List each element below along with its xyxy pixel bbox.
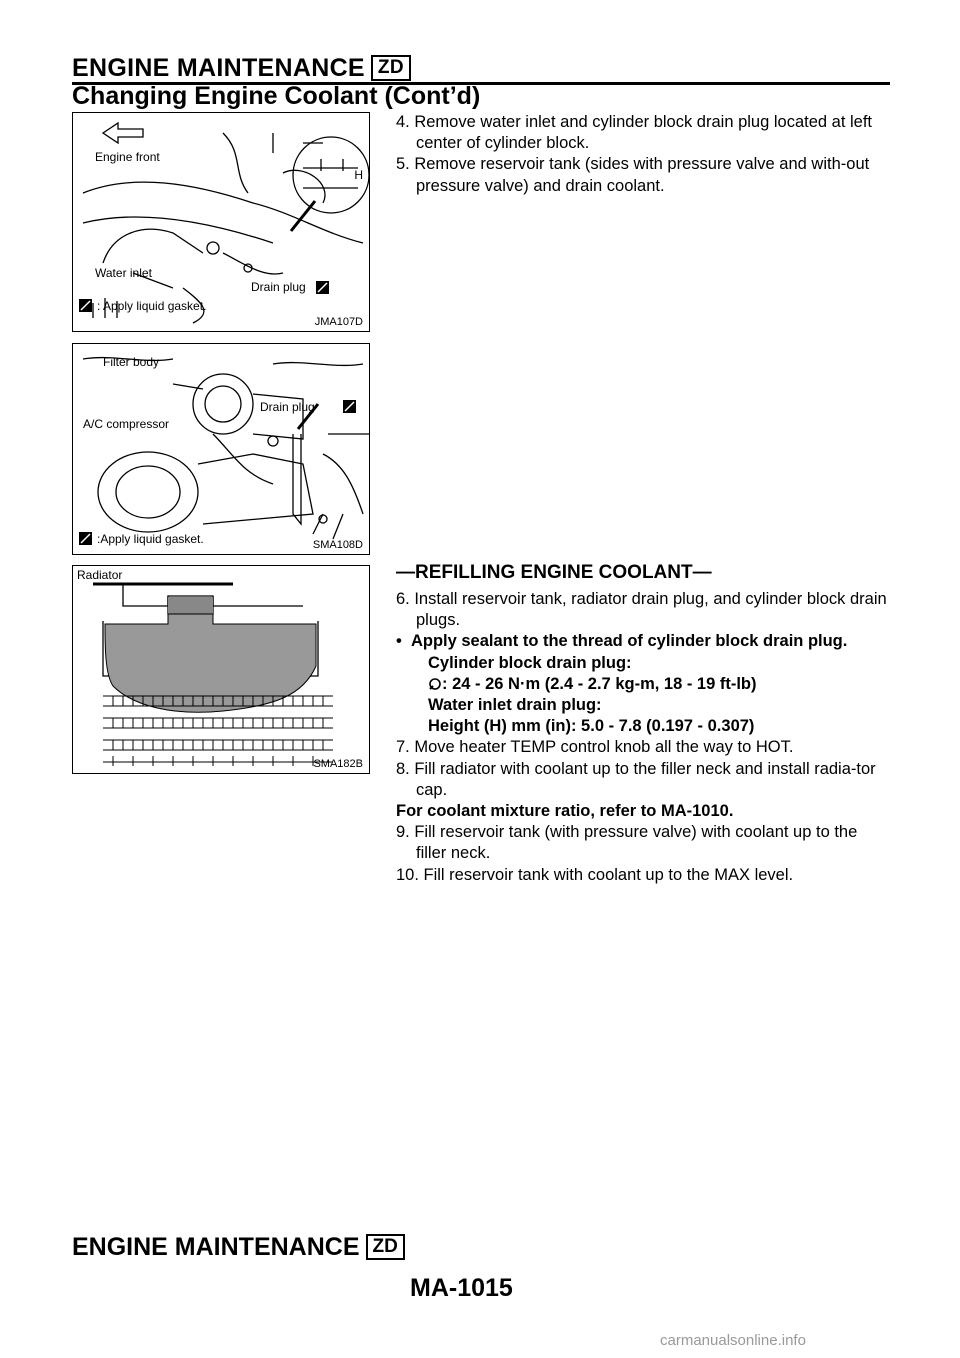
label-filter-body: Filter body — [103, 355, 160, 369]
spec-water-inlet-value: Height (H) mm (in): 5.0 - 7.8 (0.197 - 0.307) — [428, 717, 755, 736]
legend-liquid-gasket: :Apply liquid gasket. — [97, 532, 204, 546]
watermark: carmanualsonline.info — [660, 1332, 806, 1349]
bullet-symbol: • — [396, 632, 402, 651]
sealant-note — [396, 631, 892, 652]
section-subtitle: Changing Engine Coolant (Cont’d) — [72, 82, 481, 110]
page-footer-title — [72, 1233, 405, 1262]
step-10: 10. Fill reservoir tank with coolant up to the MAX level. — [396, 865, 794, 884]
step-6: 6. Install reservoir tank, radiator drain plug, and cylinder block drain plugs. — [396, 590, 887, 630]
label-engine-front: Engine front — [95, 150, 160, 164]
label-drain-plug: Drain plug — [260, 400, 315, 414]
legend-liquid-gasket: : Apply liquid gasket. — [97, 299, 207, 313]
label-h-mark: H — [354, 168, 363, 182]
steps-drain-section — [396, 112, 892, 197]
label-drain-plug: Drain plug — [251, 280, 306, 294]
steps-refill-section — [396, 589, 892, 886]
step-7: 7. Move heater TEMP control knob all the way to HOT. — [396, 738, 794, 757]
figure-water-inlet — [72, 112, 370, 332]
torque-wrench-icon — [428, 677, 442, 691]
step-9: 9. Fill reservoir tank (with pressure valve) with coolant up to the filler neck. — [396, 823, 858, 863]
label-water-inlet: Water inlet — [95, 266, 152, 280]
page-number: MA-1015 — [410, 1274, 513, 1302]
step-4: 4. Remove water inlet and cylinder block drain plug located at left center of cylinder block. — [396, 113, 873, 153]
label-ac-compressor: A/C compressor — [83, 417, 170, 431]
spec-cylinder-block-value-text: : 24 - 26 N·m (2.4 - 2.7 kg-m, 18 - 19 ft-lb) — [442, 674, 757, 693]
coolant-tank-fill — [105, 614, 316, 712]
figure-id: SMA182B — [313, 758, 363, 770]
figure-filter-drain-plug — [72, 343, 370, 555]
step-5: 5. Remove reservoir tank (sides with pressure valve and with-out pressure valve) and drain coolant. — [396, 155, 870, 195]
figure-id: JMA107D — [314, 316, 363, 328]
page-header-title — [72, 54, 411, 83]
header-model-badge: ZD — [371, 55, 411, 81]
label-radiator: Radiator — [77, 568, 123, 582]
figure-filter-drain-plug-drawing — [73, 344, 369, 554]
spec-cylinder-block-value — [396, 674, 892, 695]
spec-water-inlet-label: Water inlet drain plug: — [428, 696, 602, 715]
figure-radiator-level-drawing — [73, 566, 369, 773]
step-8: 8. Fill radiator with coolant up to the filler neck and install radia-tor cap. — [396, 759, 876, 799]
sealant-note-text: Apply sealant to the thread of cylinder block drain plug. — [410, 632, 848, 651]
spec-cylinder-block-label: Cylinder block drain plug: — [428, 653, 632, 672]
figure-id: SMA108D — [312, 539, 363, 551]
footer-model-badge: ZD — [366, 1234, 405, 1260]
coolant-neck-fill — [168, 597, 213, 614]
footer-title-text: ENGINE MAINTENANCE — [72, 1233, 360, 1261]
header-title-text: ENGINE MAINTENANCE — [72, 54, 365, 82]
figure-radiator-level — [72, 565, 370, 774]
coolant-mixture-note: For coolant mixture ratio, refer to MA-1010. — [396, 802, 734, 821]
refill-heading: —REFILLING ENGINE COOLANT— — [396, 562, 712, 583]
figure-water-inlet-drawing — [73, 113, 369, 331]
